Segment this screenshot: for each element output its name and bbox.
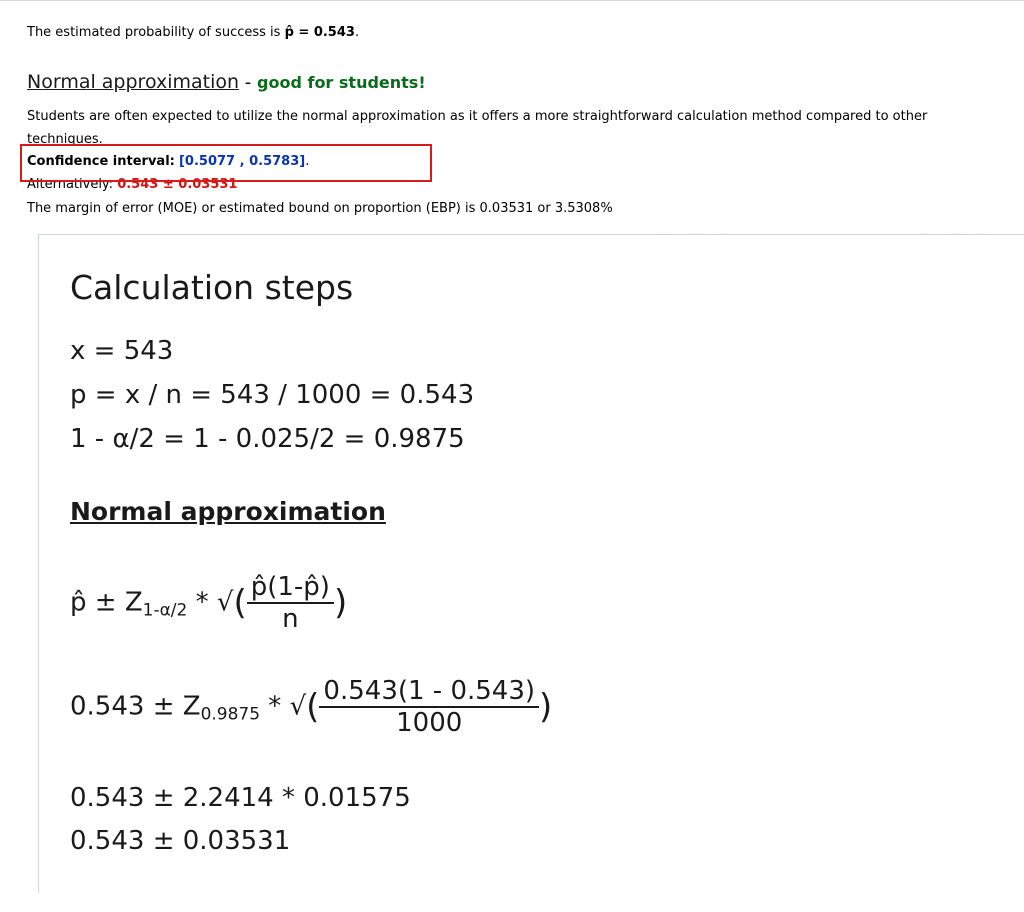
formula-filled-mult: * √ [260,691,307,722]
paragraph-line-1: Students are often expected to utilize the normal approximation as it offers a more straightforward calculation method compared to other [27,109,928,124]
result-line-1: 0.543 ± 2.2414 * 0.01575 [70,783,411,813]
paragraph-line-2: techniques. [27,132,103,147]
formula-filled-fraction [319,676,539,738]
step-alpha: 1 - α/2 = 1 - 0.025/2 = 0.9875 [70,424,465,454]
formula-general-lead: p̂ ± Z [70,587,143,618]
alt-label: Alternatively: [27,177,114,192]
step-p: p = x / n = 543 / 1000 = 0.543 [70,380,475,410]
result-line-2: 0.543 ± 0.03531 [70,826,291,856]
fraction-denominator: n [282,604,299,634]
formula-filled: $0.543 \pm Z_{0.9875}$ * √( $\frac{0.543(1 - 0.543)}{1000}$ ) [70,676,553,738]
ci-value: [0.5077 , 0.5783] [178,154,306,169]
ci-suffix: . [305,154,310,169]
normal-approx-heading [27,71,426,93]
estimate-value: p̂ = 0.543 [284,25,355,40]
estimate-line [27,25,359,40]
alt-value: 0.543 ± 0.03531 [117,177,238,192]
formula-general-fraction [247,572,334,634]
normal-approximation-heading: Normal approximation [70,497,386,526]
estimate-prefix: The estimated probability of success is [27,25,281,40]
fraction-numerator: 0.543(1 - 0.543) [319,676,539,708]
good-for-students-note: good for students! [257,73,426,92]
calculation-steps-title: Calculation steps [70,268,354,307]
result-summary-panel [0,0,1024,233]
estimate-suffix: . [354,25,360,40]
fraction-numerator: p̂(1-p̂) [247,572,334,604]
heading-dash: - [239,72,258,93]
formula-general: p̂ ± $Z_{1-\alpha/2}$ * √( $\frac{p̂(1-p̂)}{n}$ ) [70,572,348,634]
formula-filled-lead: 0.543 ± Z [70,691,201,722]
ci-label: Confidence interval: [27,154,175,169]
formula-general-mult: * √ [187,587,234,618]
step-x: x = 543 [70,336,174,366]
margin-of-error-line: The margin of error (MOE) or estimated bound on proportion (EBP) is 0.03531 or 3.5308% [27,201,613,216]
confidence-interval-highlight [20,144,432,182]
normal-approx-title: Normal approximation [27,71,240,93]
fraction-denominator: 1000 [396,708,463,738]
formula-general-sub: 1-α/2 [142,600,188,621]
formula-filled-sub: 0.9875 [200,704,261,725]
